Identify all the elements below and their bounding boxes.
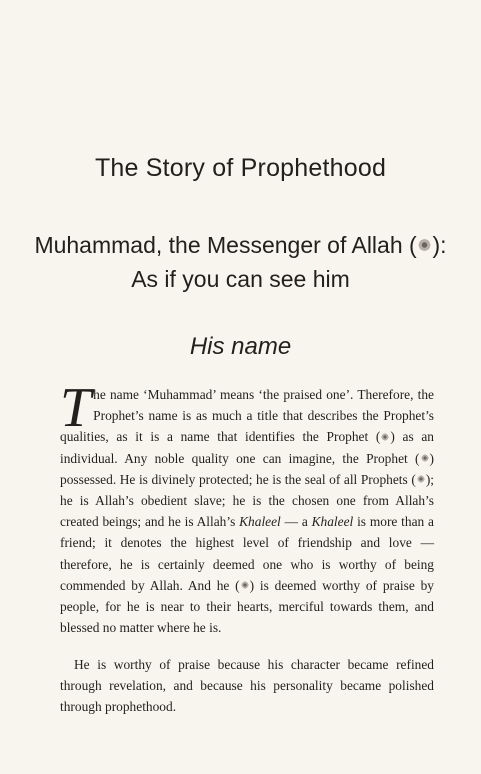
subtitle-text: ): (432, 232, 447, 258)
drop-cap: T (60, 377, 92, 439)
salutation-glyph-icon (418, 238, 432, 252)
paragraph-text: — a (280, 514, 312, 530)
section-heading: His name (189, 333, 292, 360)
paragraph-1 (60, 377, 434, 638)
paragraph-text: ) as an individual. Any noble quality one can imagine, the Prophet ( (60, 429, 434, 466)
subtitle-line1 (34, 232, 446, 258)
paragraph-2: He is worthy of praise because his character became refined through revelation, and because his personality became polished through prophethood. (60, 657, 434, 714)
salutation-glyph-icon (421, 454, 429, 462)
salutation-glyph-icon (381, 433, 389, 441)
subtitle-text: Muhammad, the Messenger of Allah ( (34, 232, 417, 258)
italic-term: Khaleel (311, 514, 354, 530)
subtitle-line2: As if you can see him (131, 266, 350, 292)
paragraph-text: he name ‘Muhammad’ means ‘the praised one’. Therefore, the Prophet’s name is as much a title that describes the Prophet’s qualities, as it is a name that identifies the Prophet ( (60, 387, 434, 445)
chapter-subtitle (0, 228, 481, 296)
salutation-glyph-icon (417, 475, 425, 483)
salutation-glyph-icon (241, 581, 249, 589)
paragraph-text: ); he is Allah’s obedient slave; he is the chosen one from Allah’s created beings; and he is Allah’s (60, 471, 434, 530)
italic-term: Khaleel (239, 514, 281, 530)
paragraph-text: ) is deemed worthy of praise by people, for he is near to their hearts, merciful towards them, and blessed no matter where he is. (60, 577, 434, 636)
paragraph-text: ) possessed. He is divinely protected; he is the seal of all Prophets ( (60, 450, 434, 487)
chapter-title: The Story of Prophethood (94, 154, 387, 182)
paragraph-text: is more than a friend; it denotes the highest level of friendship and love — therefore, he is certainly deemed one who is worthy of being commended by Allah. And he ( (60, 514, 434, 593)
